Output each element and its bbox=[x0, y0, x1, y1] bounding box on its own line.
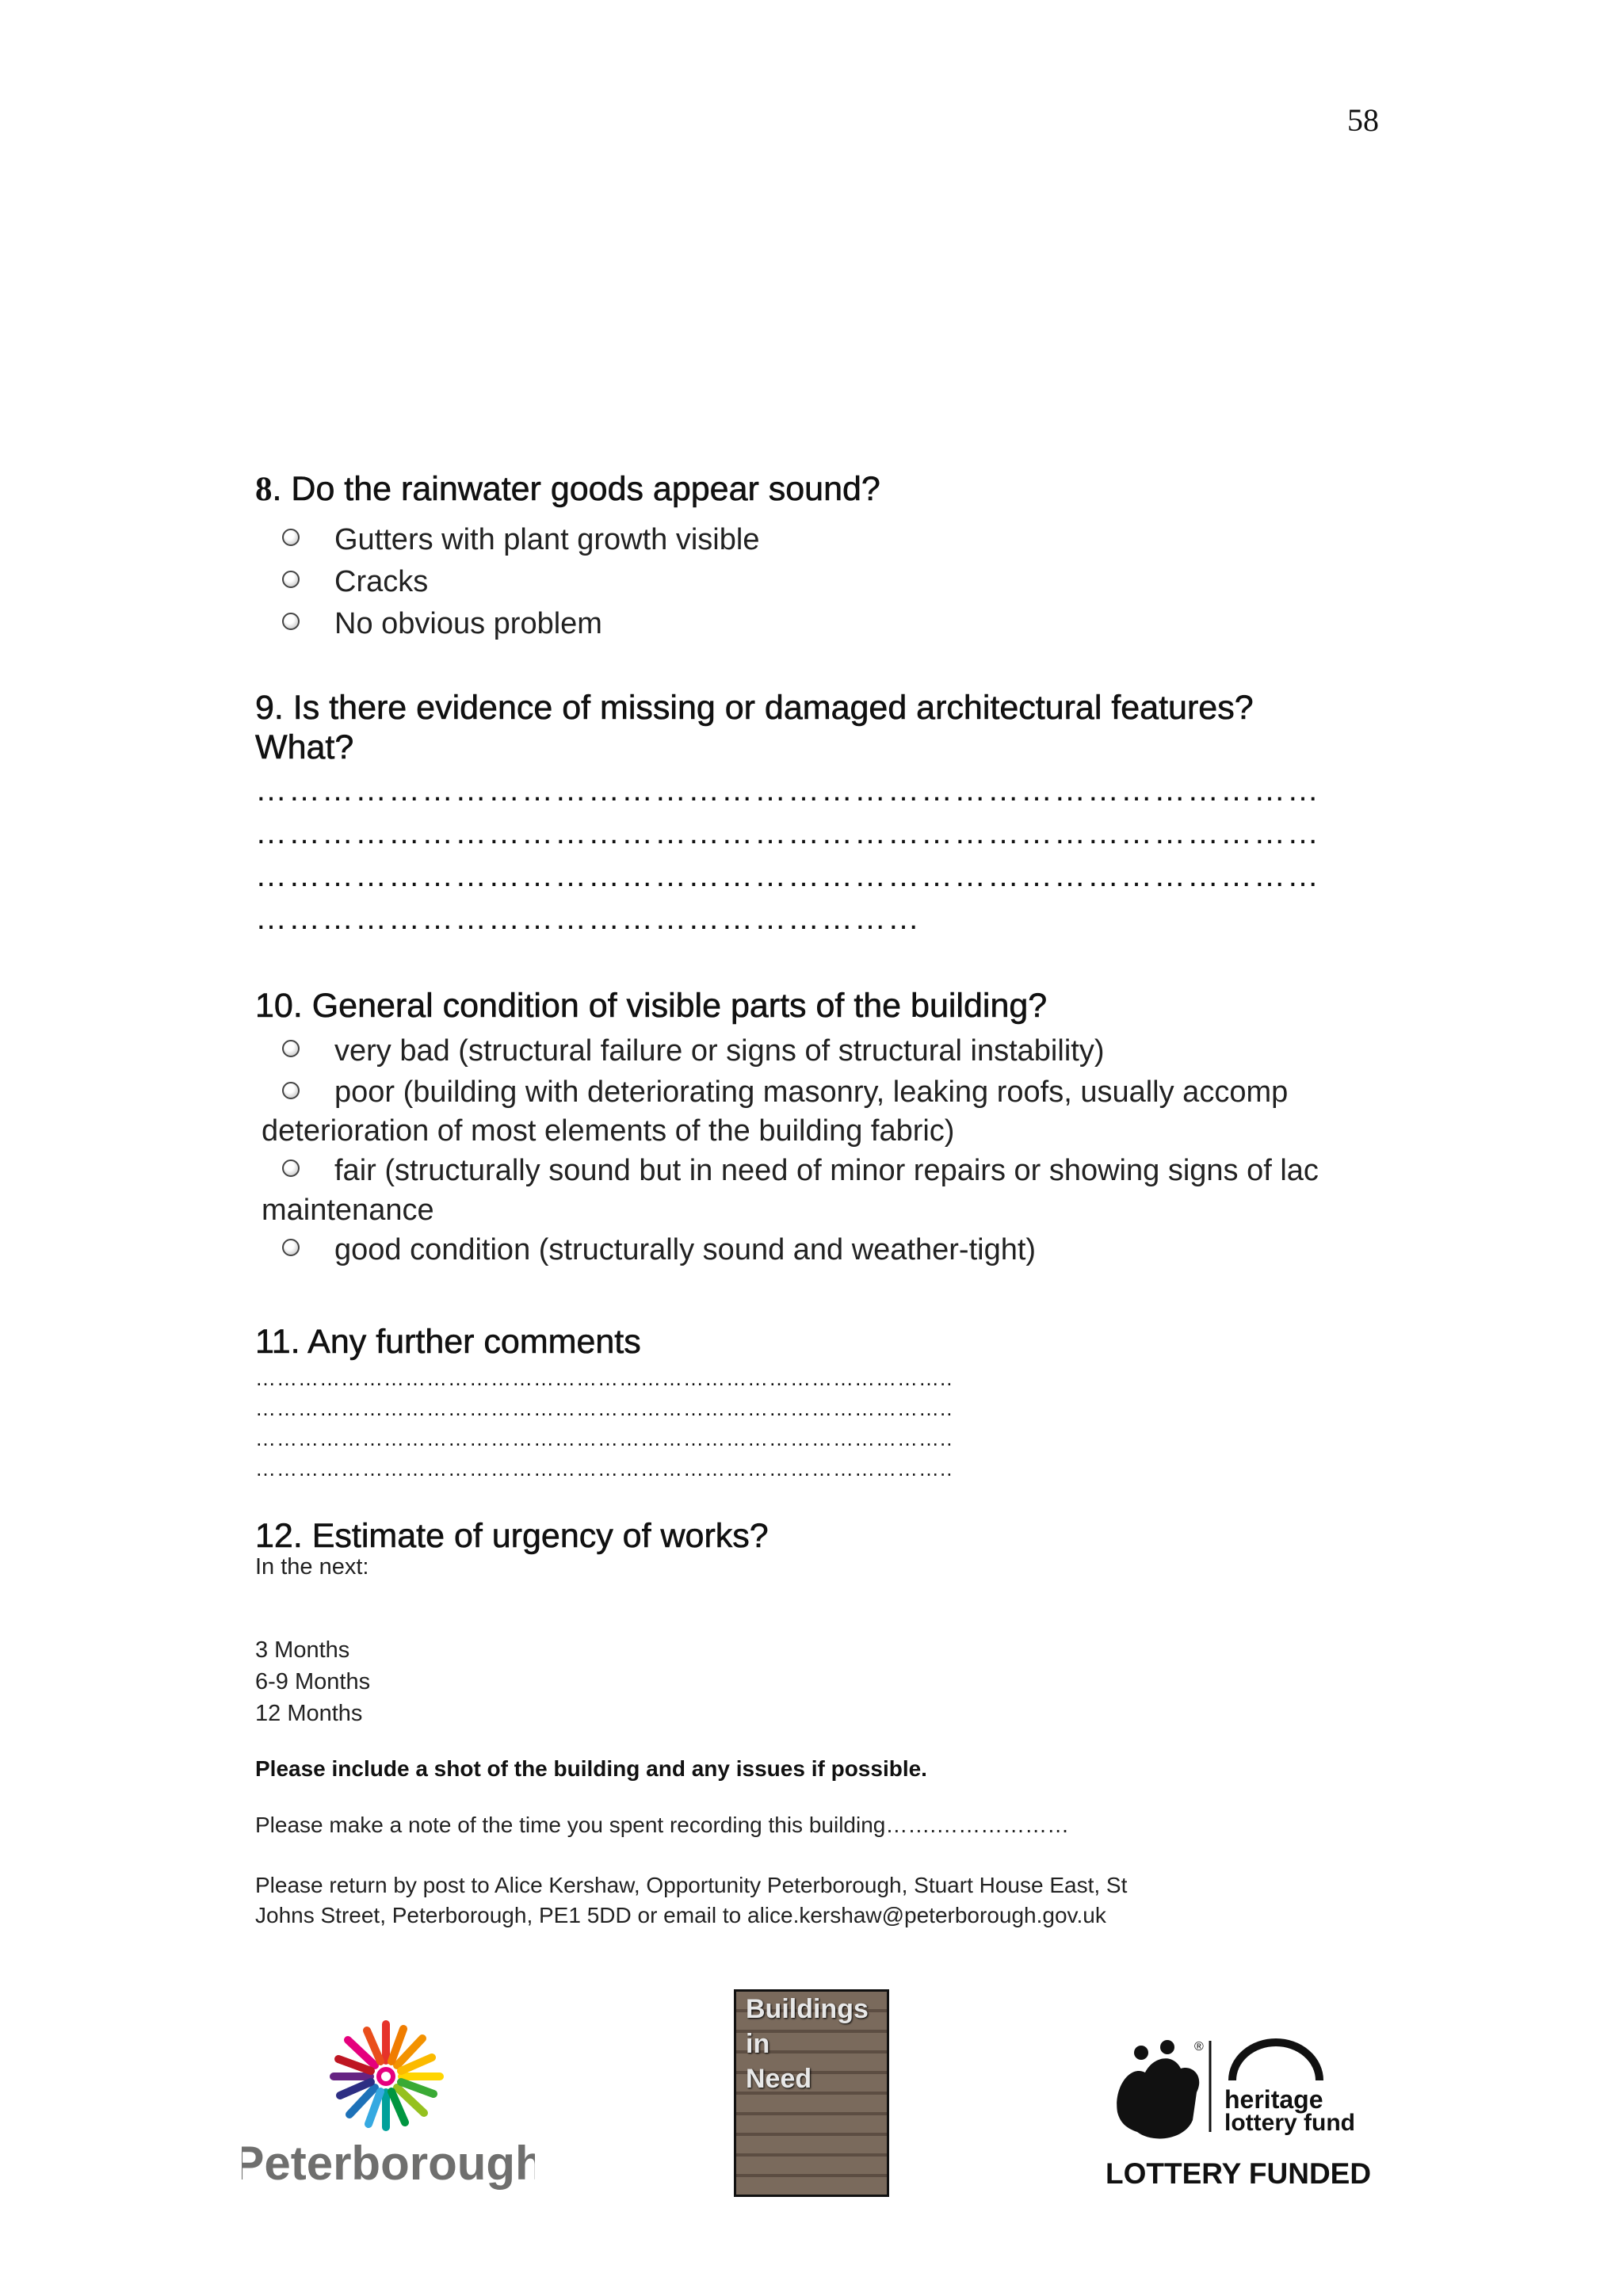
question-8-text: . Do the rainwater goods appear sound? bbox=[272, 470, 880, 508]
urgency-12-months[interactable]: 12 Months bbox=[255, 1701, 363, 1726]
option-label: fair (structurally sound but in need of minor repairs or showing signs of lac bbox=[334, 1154, 1319, 1187]
option-very-bad bbox=[255, 1030, 1349, 1072]
option-label: good condition (structurally sound and weather-tight) bbox=[334, 1233, 1037, 1266]
question-12-subtitle: In the next: bbox=[255, 1554, 369, 1580]
buildings-in-need-logo bbox=[734, 1989, 889, 2197]
question-8-heading bbox=[255, 468, 1349, 511]
question-11-heading: 11. Any further comments bbox=[255, 1323, 641, 1361]
heritage-word: heritage bbox=[1224, 2085, 1323, 2114]
question-9-heading: 9. Is there evidence of missing or damaged architectural features? bbox=[255, 689, 1254, 727]
question-12-heading: 12. Estimate of urgency of works? bbox=[255, 1517, 769, 1555]
answer-line[interactable]: …………………………………………………………………………………… bbox=[255, 773, 1320, 808]
bin-word: Buildings bbox=[746, 1994, 869, 2024]
peterborough-logo bbox=[242, 2013, 535, 2203]
option-poor-continued: deterioration of most elements of the building fabric) bbox=[262, 1114, 955, 1148]
photo-note: Please include a shot of the building and any issues if possible. bbox=[255, 1756, 927, 1781]
option-fair-continued: maintenance bbox=[262, 1194, 434, 1227]
bin-word: Need bbox=[746, 2064, 812, 2094]
comment-line[interactable]: …………………………………………………………………………………….. bbox=[255, 1396, 953, 1420]
radio-button[interactable] bbox=[282, 1239, 300, 1256]
bin-word: in bbox=[746, 2029, 770, 2059]
option-poor bbox=[255, 1072, 1349, 1112]
peterborough-wordmark: Peterborough bbox=[242, 2137, 535, 2190]
answer-line[interactable]: …………………………………………………………………………………… bbox=[255, 858, 1320, 893]
option-fair bbox=[255, 1150, 1349, 1191]
question-10-options bbox=[255, 1030, 1349, 1112]
question-10-heading: 10. General condition of visible parts of the building? bbox=[255, 987, 1048, 1025]
option-label: Cracks bbox=[334, 565, 429, 598]
lottery-crossed-fingers-icon bbox=[1106, 2033, 1375, 2199]
option-gutters bbox=[255, 519, 1349, 561]
option-no-problem bbox=[255, 603, 1349, 645]
comment-line[interactable]: …………………………………………………………………………………….. bbox=[255, 1366, 953, 1390]
radio-button[interactable] bbox=[282, 529, 300, 546]
radio-button[interactable] bbox=[282, 1159, 300, 1177]
radio-button[interactable] bbox=[282, 571, 300, 588]
peterborough-burst-icon bbox=[242, 2013, 535, 2203]
option-label: No obvious problem bbox=[334, 607, 602, 640]
question-8-options bbox=[255, 519, 1349, 645]
lottery-funded-text: LOTTERY FUNDED bbox=[1106, 2157, 1372, 2190]
heritage-lottery-fund-logo bbox=[1106, 2033, 1375, 2199]
radio-button[interactable] bbox=[282, 1040, 300, 1057]
option-label: Gutters with plant growth visible bbox=[334, 523, 760, 556]
question-9 bbox=[255, 686, 1349, 940]
page-number: 58 bbox=[1347, 102, 1379, 138]
lottery-fund-word: lottery fund bbox=[1224, 2110, 1355, 2136]
question-8-number: 8 bbox=[255, 471, 273, 508]
option-label: poor (building with deteriorating masonry, leaking roofs, usually accomp bbox=[334, 1075, 1289, 1109]
return-note-line1: Please return by post to Alice Kershaw, Opportunity Peterborough, Stuart House East, St bbox=[255, 1873, 1128, 1897]
radio-button[interactable] bbox=[282, 613, 300, 630]
answer-line[interactable]: …………………………………………………………………………………… bbox=[255, 816, 1320, 850]
comment-line[interactable]: …………………………………………………………………………………….. bbox=[255, 1457, 953, 1480]
comment-line[interactable]: …………………………………………………………………………………….. bbox=[255, 1427, 953, 1450]
answer-line[interactable]: …………………………………………………… bbox=[255, 901, 921, 936]
question-12 bbox=[255, 1517, 1349, 1729]
svg-text:®: ® bbox=[1194, 2040, 1204, 2053]
funder-logos bbox=[0, 1981, 1623, 2219]
option-label: very bad (structural failure or signs of structural instability) bbox=[334, 1034, 1105, 1068]
question-11 bbox=[255, 1320, 1349, 1484]
option-cracks bbox=[255, 561, 1349, 603]
urgency-3-months[interactable]: 3 Months bbox=[255, 1637, 350, 1663]
question-9-subheading: What? bbox=[255, 728, 354, 766]
question-10 bbox=[255, 984, 1349, 1271]
radio-button[interactable] bbox=[282, 1082, 300, 1099]
time-note: Please make a note of the time you spent recording this building…….……………… bbox=[255, 1813, 1070, 1837]
survey-form bbox=[255, 468, 1349, 1931]
urgency-6-9-months[interactable]: 6-9 Months bbox=[255, 1669, 371, 1694]
option-good bbox=[255, 1229, 1349, 1271]
return-note-line2: Johns Street, Peterborough, PE1 5DD or email to alice.kershaw@peterborough.gov.uk bbox=[255, 1903, 1106, 1927]
